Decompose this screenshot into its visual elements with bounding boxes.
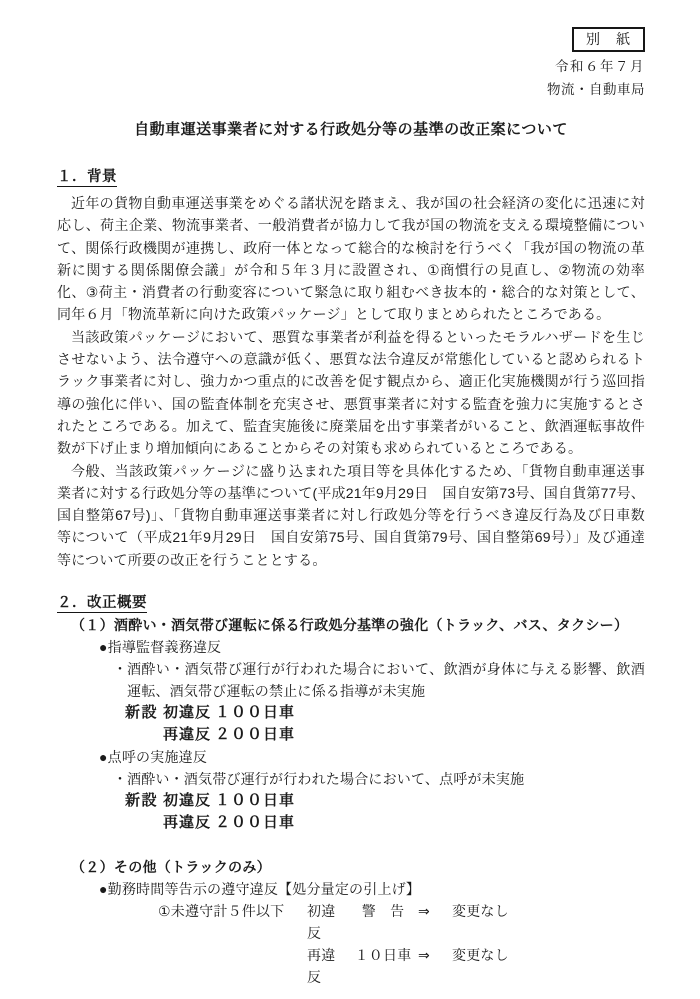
document-date: 令和６年７月 [555, 59, 645, 74]
penalty-violation-label: 再違反 [163, 726, 212, 744]
penalty-value: ２００日車 [215, 726, 296, 744]
rule-violation-label: 初違反 [307, 903, 336, 942]
document-header [57, 27, 645, 99]
section1-body [57, 192, 645, 571]
violation-detail-text: 酒酔い・酒気帯び運行が行われた場合において、点呼が未実施 [127, 771, 525, 788]
penalty-row-first [125, 702, 645, 724]
penalty-table [57, 790, 645, 834]
penalty-status-spacer [125, 724, 163, 746]
section2-heading [57, 592, 645, 614]
section1-heading-text: １．背景 [57, 169, 117, 185]
penalty-row-first [125, 790, 645, 812]
rule-condition [158, 944, 307, 988]
section2-heading-text: ２．改正概要 [57, 595, 147, 612]
penalty-row-repeat [125, 724, 645, 746]
issuing-bureau: 物流・自動車局 [547, 82, 645, 97]
subsection1-heading: （１）酒酔い・酒気帯び運転に係る行政処分基準の強化（トラック、バス、タクシー） [71, 617, 629, 634]
background-paragraph-1: 近年の貨物自動車運送事業をめぐる諸状況を踏まえ、我が国の社会経済の変化に迅速に対応し、荷主企業、物流事業者、一般消費者が協力して我が国の物流を支える環境整備について、関係行政機関が連携し、政府一体となって総合的な検討を行うべく「我が国の物流の革新に関する関係閣僚会議」が令和５年３月に設置され、①商慣行の見直し、②物流の効率化、③荷主・消費者の行動変容について緊急に取り組むべき抜本的・総合的な対策として、同年６月「物流革新に向けた政策パッケージ」として取りまとめられたところである。 [57, 195, 645, 323]
penalty-violation-label: 初違反 [163, 792, 212, 810]
subsection2-heading: （２）その他（トラックのみ） [71, 859, 271, 876]
rule-change-table [57, 900, 645, 988]
background-paragraph-3: 今般、当該政策パッケージに盛り込まれた項目等を具体化するため、「貨物自動車運送事業者に対する行政処分等の基準について(平成21年9月29日 国自安第73号、国自貨第77号、国自整第67号)」、「貨物自動車運送事業者に対し行政処分等を行うべき違反行為及び日車数等について（平成21年9月29日 国自安第75号、国自貨第79号、国自整第69号）」及び通達等について所要の改正を行うこととする。 [57, 462, 645, 568]
penalty-value: １００日車 [215, 792, 296, 810]
rule-penalty-value: 警 告 [361, 903, 405, 920]
violation-detail-line [57, 768, 645, 790]
section1-heading [57, 166, 645, 188]
bullet-icon: ● [99, 749, 108, 766]
arrow-icon: ⇒ [418, 903, 430, 920]
penalty-violation-label: 初違反 [163, 704, 212, 722]
dot-icon: ・ [113, 771, 128, 788]
bullet-icon: ● [99, 639, 108, 656]
violation-category-label: 指導監督義務違反 [107, 639, 222, 656]
rule-row-repeat [158, 944, 645, 988]
violation-category-line [57, 636, 645, 658]
penalty-value: １００日車 [215, 704, 296, 722]
violation-item-rollcall [57, 746, 645, 834]
bullet-icon: ● [99, 881, 108, 898]
worktime-violation-label: 勤務時間等告示の遵守違反【処分量定の引上げ】 [107, 881, 421, 898]
dot-icon: ・ [113, 661, 128, 678]
rule-penalty-value: １０日車 [354, 947, 412, 964]
background-paragraph-2: 当該政策パッケージにおいて、悪質な事業者が利益を得るといったモラルハザードを生じさせないよう、法令遵守への意識が低く、悪質な法令違反が常態化していると認められるトラック事業者に対し、強力かつ重点的に改善を促す観点から、適正化実施機関が行う巡回指導の強化に伴い、国の監査体制を充実させ、悪質事業者に対する監査を強力に実施するとされたところである。加えて、監査実施後に廃業届を出す事業者がいること、飲酒運転事故件数が下げ止まり増加傾向にあることからその対策も求められているところである。 [57, 328, 645, 457]
penalty-violation-label: 再違反 [163, 814, 212, 832]
penalty-value: ２００日車 [215, 814, 296, 832]
worktime-violation-line [57, 878, 645, 900]
attachment-tag-label: 別 紙 [586, 31, 631, 47]
penalty-status-label: 新設 [125, 792, 159, 810]
penalty-status-label: 新設 [125, 704, 159, 722]
rule-result: 変更なし [452, 947, 509, 964]
penalty-table [57, 702, 645, 746]
rule-row-first [158, 900, 645, 944]
rule-condition: ①未遵守計５件以下 [158, 903, 285, 920]
document-title: 自動車運送事業者に対する行政処分等の基準の改正案について [134, 121, 568, 138]
violation-detail-line [57, 658, 645, 702]
violation-detail-text: 酒酔い・酒気帯び運行が行われた場合において、飲酒が身体に与える影響、飲酒運転、酒気帯び運転の禁止に係る指導が未実施 [127, 661, 645, 700]
penalty-status-spacer [125, 812, 163, 834]
attachment-tag-box [572, 27, 645, 52]
violation-item-supervision [57, 636, 645, 746]
violation-category-line [57, 746, 645, 768]
violation-category-label: 点呼の実施違反 [107, 749, 208, 766]
rule-result: 変更なし [452, 903, 509, 920]
penalty-row-repeat [125, 812, 645, 834]
rule-violation-label: 再違反 [307, 947, 336, 986]
arrow-icon: ⇒ [418, 947, 430, 964]
